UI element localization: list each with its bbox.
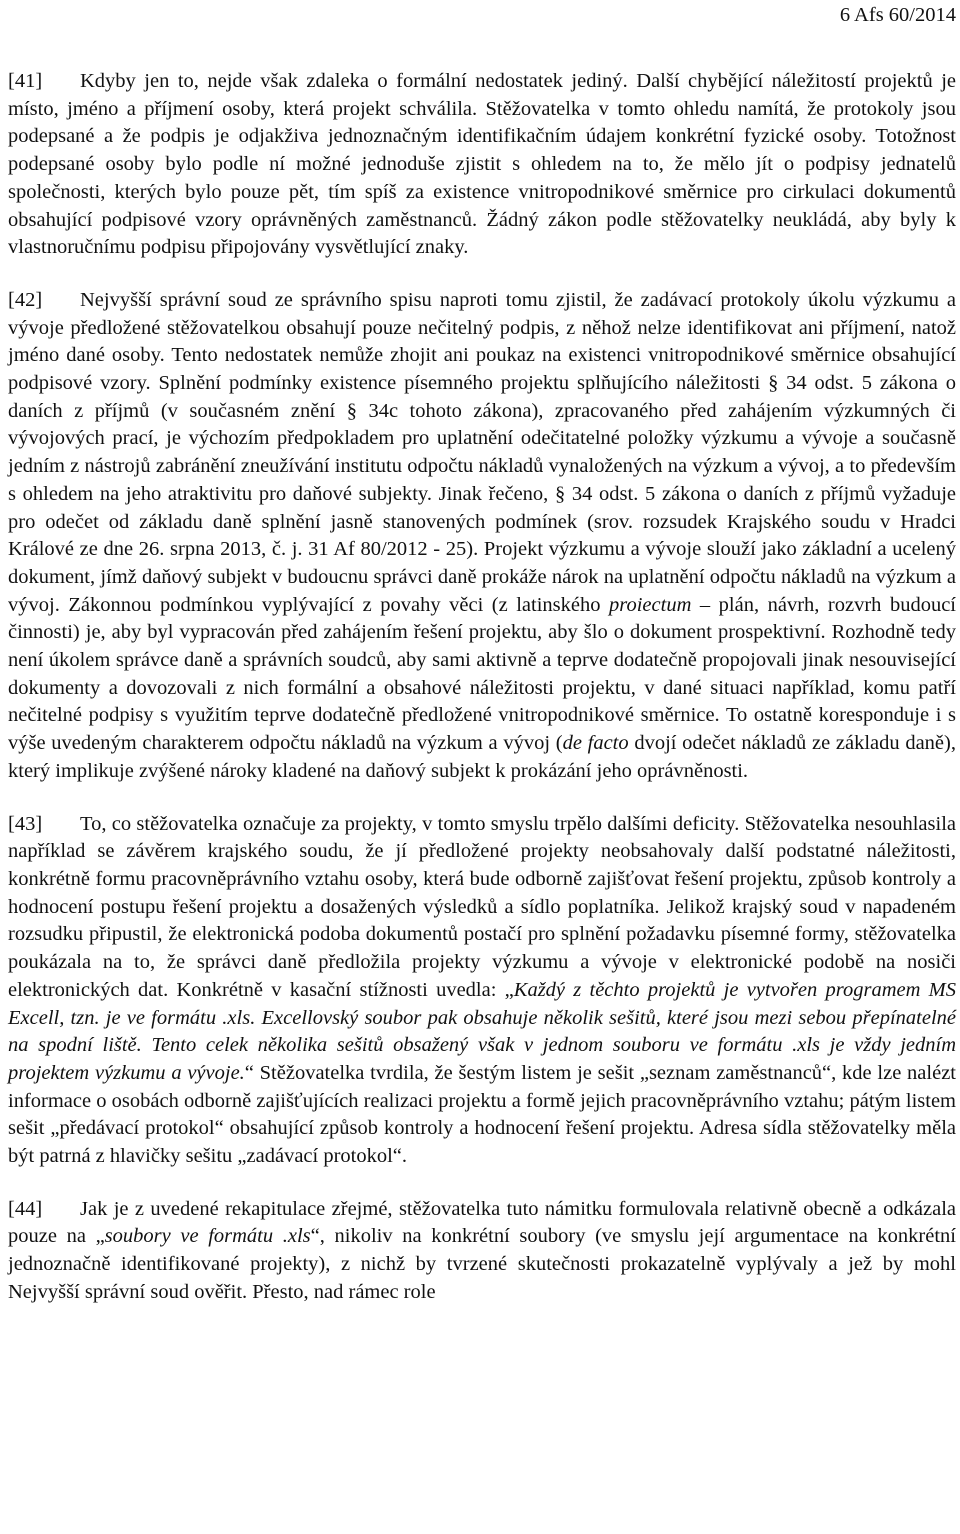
paragraph-number: [43] (8, 812, 43, 835)
paragraph-43 (8, 811, 956, 1171)
paragraph-text: Jak je z uvedené rekapitulace zřejmé, stěžovatelka tuto námitku formulovala relativně obecně a odkázala pouze na „ (8, 1197, 956, 1248)
document-body (8, 68, 956, 1332)
latin-term: de facto (562, 732, 629, 755)
paragraph-number: [42] (8, 288, 43, 311)
latin-term: proiectum (609, 593, 692, 616)
quotation: Každý z těchto projektů je vytvořen programem MS Excell, tzn. je ve formátu .xls. Excellovský soubor pak obsahuje několik sešitů, které jsou mezi sebou přepínatelné na spodní liště. Tento celek několika sešitů obsažený však v jednom souboru ve formátu .xls je vždy jedním projektem výzkumu a vývoje. (8, 978, 956, 1084)
paragraph-42 (8, 287, 956, 786)
paragraph-number: [41] (8, 70, 43, 92)
paragraph-44 (8, 1196, 956, 1307)
paragraph-text: To, co stěžovatelka označuje za projekty, v tomto smyslu trpělo dalšími deficity. Stěžovatelka nesouhlasila například se závěrem krajského soudu, že jí předložené projekty neobsahovaly další podstatné náležitosti, konkrétně formu pracovněprávního vztahu osoby, která bude odborně zajišťovat řešení projektu, způsob kontroly a hodnocení postupu řešení projektu a dosažených výsledků a sídlo poplatníka. Jelikož krajský soud v napadeném rozsudku připustil, že elektronická podoba dokumentů postačí pro splnění požadavku písemné formy, stěžovatelka poukázala na to, že správci daně předložila projekty výzkumu a vývoje v elektronické podobě na nosiči elektronických dat. Konkrétně v kasační stížnosti uvedla: „ (8, 812, 956, 1001)
paragraph-text: “ Stěžovatelka tvrdila, že šestým listem je sešit „seznam zaměstnanců“, kde lze nalézt informace o osobách odborně zajišťujících realizaci projektu a formě jejich pracovněprávního vztahu; pátým listem sešit „předávací protokol“ obsahující způsob kontroly a hodnocení řešení projektu. Adresa sídla stěžovatelky měla být patrná z hlavičky sešitu „zadávací protokol“. (8, 1061, 956, 1168)
quoted-term: soubory ve formátu .xls (104, 1225, 311, 1248)
paragraph-text: Nejvyšší správní soud ze správního spisu naproti tomu zjistil, že zadávací protokoly úkolu výzkumu a vývoje předložené stěžovatelkou obsahují pouze nečitelný podpis, z něhož nelze identifikovat ani příjmení, natož jméno dané osoby. Tento nedostatek nemůže zhojit ani poukaz na existenci vnitropodnikové směrnice obsahující podpisové vzory. Splnění podmínky existence písemného projektu splňujícího náležitosti § 34 odst. 5 zákona o daních z příjmů (v současném znění § 34c tohoto zákona), zpracovaného před zahájením výzkumných či vývojových prací, je výchozím předpokladem pro uplatnění odečitatelné položky výzkumu a vývoje a současně jedním z nástrojů zabránění zneužívání institutu odpočtu nákladů vynaložených na výzkum a vývoj, a to především s ohledem na jeho atraktivitu pro daňové subjekty. Jinak řečeno, § 34 odst. 5 zákona o daních z příjmů vyžaduje pro odečet od základu daně splnění jasně stanovených podmínek (srov. rozsudek Krajského soudu v Hradci Králové ze dne 26. srpna 2013, č. j. 31 Af 80/2012 - 25). Projekt výzkumu a vývoje slouží jako základní a ucelený dokument, jímž daňový subjekt v budoucnu správci daně prokáže nárok na uplatnění odpočtu nákladů na výzkum a vývoj. Zákonnou podmínkou vyplývající z povahy věci (z latinského (8, 288, 956, 616)
paragraph-text: – plán, návrh, rozvrh budoucí činnosti) je, aby byl vypracován před zahájením řešení projektu, aby šlo o dokument prospektivní. Rozhodně tedy není úkolem správce daně a správních soudců, aby sami aktivně a teprve dodatečně propojovali jinak nesouvisející dokumenty a dovozovali z nich formální a obsahové náležitosti projektu, v dané situaci například, komu patří nečitelné podpisy s využitím teprve dodatečně předložené vnitropodnikové směrnice. To ostatně koresponduje i s výše uvedeným charakterem odpočtu nákladů na výzkum a vývoj ( (8, 593, 956, 755)
paragraph-number: [44] (8, 1197, 43, 1220)
paragraph-41 (8, 68, 956, 262)
paragraph-text: “, nikoliv na konkrétní soubory (ve smyslu její argumentace na konkrétní jednoznačně identifikované projekty), z nichž by tvrzené skutečnosti prokazatelně vyplývaly a jež by mohl Nejvyšší správní soud ověřit. Přesto, nad rámec role (8, 1225, 956, 1303)
paragraph-text: Kdyby jen to, nejde však zdaleka o formální nedostatek jediný. Další chybějící náležitostí projektů je místo, jméno a příjmení osoby, která projekt schválila. Stěžovatelka v tomto ohledu namítá, že protokoly jsou podepsané a že podpis je odjakživa jednoznačným identifikačním údajem konkrétní fyzické osoby. Totožnost podepsané osoby bylo podle ní možné jednoduše zjistit s ohledem na to, že mělo jít o podpisy jednatelů společnosti, kterých bylo pouze pět, tím spíš za existence vnitropodnikové směrnice pro cirkulaci dokumentů obsahující podpisové vzory oprávněných zaměstnanců. Žádný zákon podle stěžovatelky neukládá, aby byly k vlastnoručnímu podpisu připojovány vysvětlující znaky. (8, 70, 956, 259)
case-number: 6 Afs 60/2014 (839, 4, 956, 26)
paragraph-text: dvojí odečet nákladů ze základu daně), který implikuje zvýšené nároky kladené na daňový subjekt k prokázání jeho oprávněnosti. (8, 732, 956, 782)
